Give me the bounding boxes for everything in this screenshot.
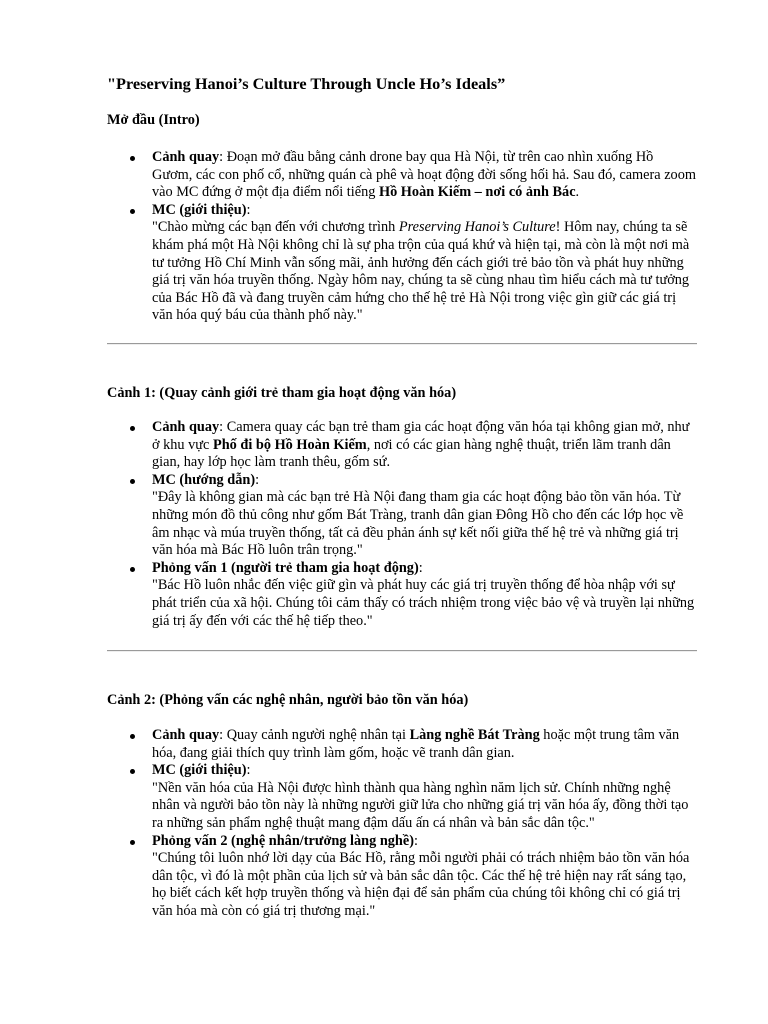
list-item (107, 419, 697, 472)
item-quote: "Đây là không gian mà các bạn trẻ Hà Nội đang tham gia các hoạt động bảo tồn văn hóa. Từ những món đồ thủ công như gốm Bát Tràng, tranh dân gian Đông Hồ cho đến các lớp học về âm nhạc và múa truyền thống, tất cả đều phản ánh sự kết nối giữa thế hệ trẻ và những giá trị văn hóa mà Bác Hồ luôn trân trọng." (152, 489, 684, 559)
item-emphasis: Phố đi bộ Hồ Hoàn Kiếm (212, 436, 367, 453)
item-quote (152, 219, 697, 325)
item-text: : Quay cảnh người nghệ nhân tại (219, 727, 410, 743)
list-item (107, 762, 697, 832)
item-label: MC (hướng dẫn) (152, 471, 256, 488)
item-colon: : (246, 762, 251, 779)
intro-list (107, 149, 697, 325)
list-item (107, 202, 697, 325)
list-item (107, 833, 697, 921)
item-text-end: . (575, 184, 580, 201)
item-emphasis: Hồ Hoàn Kiếm – nơi có ảnh Bác (378, 184, 576, 201)
item-label: Cảnh quay (152, 419, 220, 435)
document-title: "Preserving Hanoi’s Culture Through Uncle Ho’s Ideals” (107, 74, 506, 93)
quote-start: "Chào mừng các bạn đến với chương trình (152, 219, 399, 236)
item-quote: "Nền văn hóa của Hà Nội được hình thành qua hàng nghìn năm lịch sử. Chính những nghệ nhân và người bảo tồn này là những người giữ lửa cho những giá trị văn hóa ấy, đồng thời tạo ra những sản phẩm nghệ thuật mang đậm dấu ấn cá nhân và bản sắc dân tộc." (152, 779, 689, 831)
item-colon: : (246, 201, 251, 218)
section-divider (107, 650, 697, 652)
item-quote: "Chúng tôi luôn nhớ lời dạy của Bác Hồ, rằng mỗi người phải có trách nhiệm bảo tồn văn hóa dân tộc, vì đó là một phần của lịch sử và bản sắc dân tộc. Các thế hệ trẻ hiện nay rất sáng tạo, họ biết cách kết hợp truyền thống và hiện đại để sản phẩm của chúng tôi không chỉ có giá trị văn hóa mà còn có giá trị thương mại." (152, 850, 690, 919)
item-text: : Camera quay các bạn trẻ tham gia các hoạt động văn hóa tại không gian mở, như ở khu vực (152, 419, 690, 453)
item-text-end: hoặc một trung tâm văn hóa, đang giải thích quy trình làm gốm, hoặc vẽ tranh dân gian. (152, 727, 680, 761)
item-label: MC (giới thiệu) (152, 762, 247, 779)
item-label: MC (giới thiệu) (152, 201, 247, 218)
section-heading-scene-1: Cảnh 1: (Quay cảnh giới trẻ tham gia hoạt động văn hóa) (107, 385, 457, 401)
list-item (107, 472, 697, 560)
section-heading-scene-2: Cảnh 2: (Phỏng vấn các nghệ nhân, người bảo tồn văn hóa) (107, 692, 469, 708)
item-label: Phỏng vấn 2 (nghệ nhân/trưởng làng nghề) (152, 832, 414, 849)
scene-1-list (107, 419, 697, 630)
item-colon: : (255, 471, 260, 488)
item-label: Phỏng vấn 1 (người trẻ tham gia hoạt động) (152, 559, 419, 576)
quote-end: ! Hôm nay, chúng ta sẽ khám phá một Hà Nội không chỉ là sự pha trộn của quá khứ và hiện tại, mà còn là một nơi mà tư tưởng Hồ Chí Minh vẫn sống mãi, ảnh hưởng đến cách giới trẻ bảo tồn và phát huy những giá trị văn hóa truyền thống. Ngày hôm nay, chúng ta sẽ cùng nhau tìm hiểu cách mà tư tưởng của Bác Hồ đã và đang truyền cảm hứng cho thế hệ trẻ Hà Nội trong việc gìn giữ các giá trị văn hóa quý báu của thành phố này." (152, 219, 690, 324)
item-label: Cảnh quay (152, 727, 220, 743)
item-emphasis: Làng nghề Bát Tràng (409, 727, 540, 743)
item-colon: : (414, 832, 418, 849)
list-item (107, 560, 697, 630)
program-name: Preserving Hanoi’s Culture (398, 219, 556, 236)
list-item (107, 727, 697, 762)
item-label: Cảnh quay (152, 149, 220, 165)
list-item (107, 149, 697, 202)
section-divider (107, 343, 697, 345)
item-quote: "Bác Hồ luôn nhắc đến việc giữ gìn và phát huy các giá trị truyền thống để hòa nhập với sự phát triển của xã hội. Chúng tôi cảm thấy có trách nhiệm trong việc bảo vệ và truyền lại những giá trị ấy đến với các thế hệ tiếp theo." (152, 577, 695, 629)
item-colon: : (418, 559, 423, 576)
section-heading-intro: Mở đầu (Intro) (107, 112, 200, 128)
scene-2-list (107, 727, 697, 921)
item-text: : Đoạn mở đầu bằng cảnh drone bay qua Hà Nội, từ trên cao nhìn xuống Hồ Gươm, các con phố cổ, những quán cà phê và hoạt động đời sống hối hả. Sau đó, camera zoom vào MC đứng ở một địa điểm nổi tiếng (152, 149, 696, 201)
item-text-end: , nơi có các gian hàng nghệ thuật, triển lãm tranh dân gian, hay lớp học làm tranh thêu, gốm sứ. (152, 436, 671, 471)
